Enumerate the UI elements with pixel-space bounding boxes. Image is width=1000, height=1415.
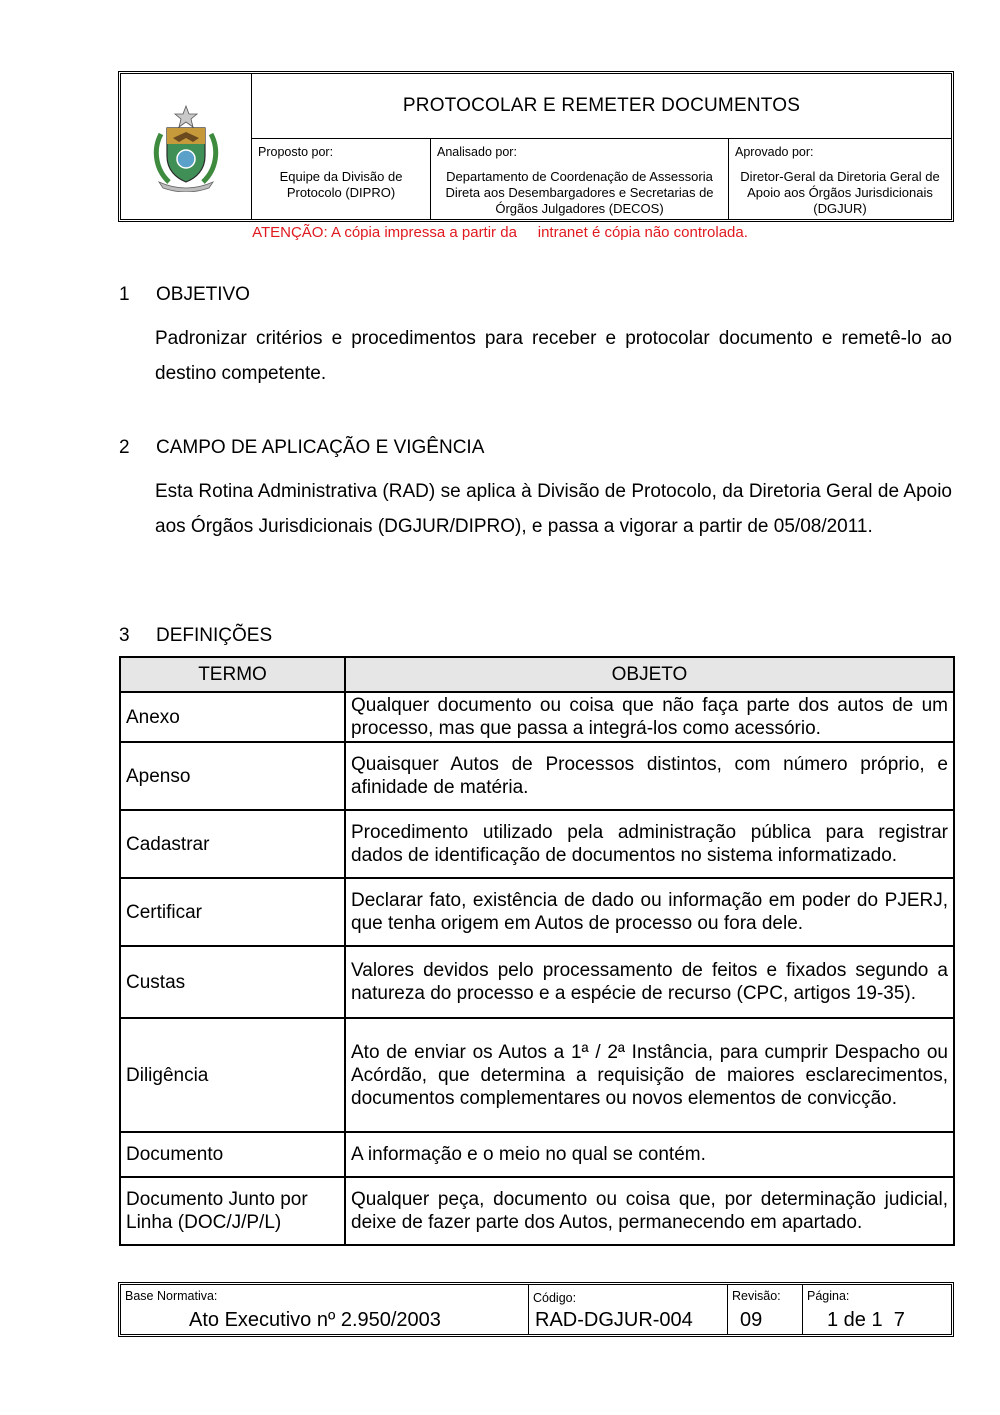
document-title: PROTOCOLAR E REMETER DOCUMENTOS (252, 74, 951, 139)
analyzed-by-label: Analisado por: (437, 145, 517, 159)
document-footer (118, 1282, 954, 1337)
term-cell: Anexo (120, 692, 345, 742)
code-value: RAD-DGJUR-004 (535, 1309, 693, 1331)
approved-by-label: Aprovado por: (735, 145, 814, 159)
section-text-campo: Esta Rotina Administrativa (RAD) se aplica à Divisão de Protocolo, da Diretoria Geral de Apoio aos Órgãos Jurisdicionais (DGJUR/DIPRO), e passa a vigorar a partir de 05/08/2011. (155, 481, 952, 537)
column-header-term: TERMO (120, 657, 345, 692)
table-row (120, 1132, 954, 1177)
term-cell: Certificar (120, 878, 345, 946)
code-cell (529, 1285, 728, 1334)
object-cell: A informação e o meio no qual se contém. (345, 1132, 954, 1177)
revision-label: Revisão: (732, 1289, 781, 1303)
proposed-by-label: Proposto por: (258, 145, 334, 159)
object-cell: Quaisquer Autos de Processos distintos, com número próprio, e afinidade de matéria. (345, 742, 954, 810)
revision-cell (728, 1285, 803, 1334)
base-normativa-cell (121, 1285, 529, 1334)
definitions-table (119, 656, 955, 1246)
approved-by-value: Diretor-Geral da Diretoria Geral de Apoio aos Órgãos Jurisdicionais (DGJUR) (740, 169, 940, 216)
table-row (120, 1018, 954, 1132)
section-title: CAMPO DE APLICAÇÃO E VIGÊNCIA (156, 437, 485, 458)
page-value: 1 de 1 7 (827, 1309, 905, 1331)
page-label: Página: (807, 1289, 850, 1303)
revision-value: 09 (740, 1309, 763, 1331)
table-row (120, 810, 954, 878)
table-row (120, 946, 954, 1018)
table-row (120, 742, 954, 810)
coat-of-arms-logo (151, 104, 221, 192)
section-title: OBJETIVO (156, 284, 250, 305)
uncontrolled-copy-warning: ATENÇÃO: A cópia impressa a partir da intranet é cópia não controlada. (252, 224, 748, 241)
term-cell: Documento (120, 1132, 345, 1177)
term-cell: Diligência (120, 1018, 345, 1132)
table-row (120, 692, 954, 742)
section-number: 2 (119, 437, 130, 458)
logo-cell (121, 74, 252, 219)
table-row (120, 878, 954, 946)
approved-by-cell (729, 139, 951, 219)
code-label: Código: (533, 1291, 577, 1305)
document-header (118, 71, 954, 222)
proposed-by-value: Equipe da Divisão de Protocolo (DIPRO) (279, 169, 403, 200)
object-cell: Procedimento utilizado pela administração pública para registrar dados de identificação de documentos no sistema informatizado. (345, 810, 954, 878)
section-text-objetivo: Padronizar critérios e procedimentos para receber e protocolar documento e remetê-lo ao destino competente. (155, 328, 952, 384)
table-row (120, 1177, 954, 1245)
term-cell: Apenso (120, 742, 345, 810)
section-number: 3 (119, 625, 130, 646)
term-cell: Documento Junto por Linha (DOC/J/P/L) (120, 1177, 345, 1245)
base-normativa-value: Ato Executivo nº 2.950/2003 (189, 1309, 441, 1331)
object-cell: Valores devidos pelo processamento de feitos e fixados segundo a natureza do processo e a espécie de recurso (CPC, artigos 19-35). (345, 946, 954, 1018)
column-header-object: OBJETO (345, 657, 954, 692)
object-cell: Declarar fato, existência de dado ou informação em poder do PJERJ, que tenha origem em Autos de processo ou fora dele. (345, 878, 954, 946)
object-cell: Ato de enviar os Autos a 1ª / 2ª Instância, para cumprir Despacho ou Acórdão, que determina a requisição de maiores esclarecimentos, documentos complementares ou novos elementos de convicção. (345, 1018, 954, 1132)
page-cell (803, 1285, 951, 1334)
term-cell: Custas (120, 946, 345, 1018)
object-cell: Qualquer peça, documento ou coisa que, por determinação judicial, deixe de fazer parte dos Autos, permanecendo em apartado. (345, 1177, 954, 1245)
section-number: 1 (119, 284, 130, 305)
proposed-by-cell (252, 139, 431, 219)
analyzed-by-cell (431, 139, 729, 219)
table-header-row (120, 657, 954, 692)
term-cell: Cadastrar (120, 810, 345, 878)
object-cell: Qualquer documento ou coisa que não faça parte dos autos de um processo, mas que passa a integrá-los como acessório. (345, 692, 954, 742)
base-normativa-label: Base Normativa: (125, 1289, 218, 1303)
analyzed-by-value: Departamento de Coordenação de Assessoria Direta aos Desembargadores e Secretarias de Órgãos Julgadores (DECOS) (445, 169, 714, 216)
section-title: DEFINIÇÕES (156, 625, 273, 646)
